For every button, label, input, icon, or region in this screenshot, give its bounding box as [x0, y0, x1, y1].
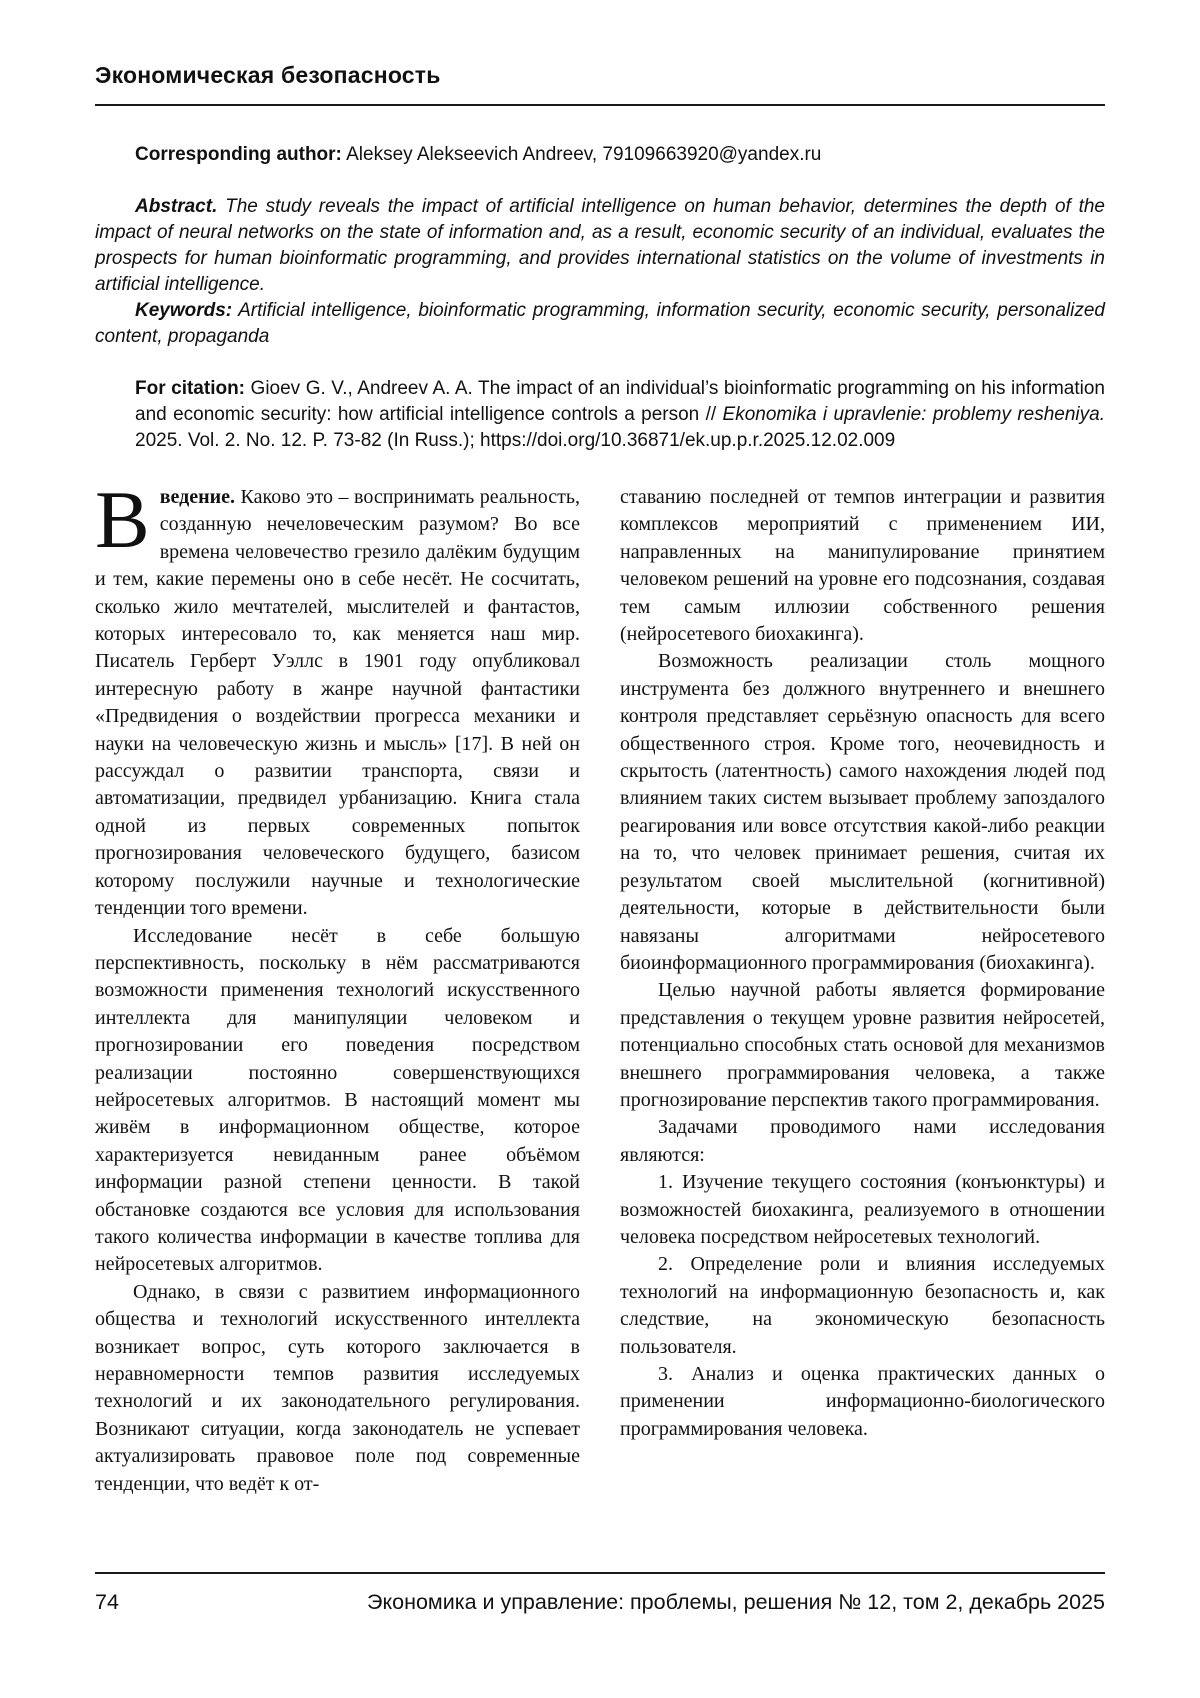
right-column — [620, 484, 1105, 1498]
body-paragraph: Возможность реализации столь мощного инструмента без должного внутреннего и внешнего контроля представляет серьёзную опасность для всего общественного строя. Кроме того, неочевидность и скрытость (латентность) самого нахождения людей под влиянием таких систем вызывает проблему запоздалого реагирования или вовсе отсутствия какой-либо реакции на то, что человек принимает решения, считая их результатом своей мыслительной (когнитивной) деятельности, которые в действительности были навязаны алгоритмами нейросетевого биоинформационного программирования (биохакинга). — [620, 650, 1105, 974]
body-paragraph: Задачами проводимого нами исследования являются: — [620, 1116, 1105, 1166]
keywords-paragraph — [95, 298, 1105, 350]
front-matter — [95, 142, 1105, 454]
page-footer — [95, 1572, 1105, 1615]
body-paragraph-continued: ставанию последней от темпов интеграции и развития комплексов мероприятий с применением ИИ, направленных на манипулирование принятием человеком решений на уровне его подсознания, создавая тем самым иллюзии собственного решения (нейросетевого биохакинга). — [620, 486, 1105, 646]
body-paragraph: Однако, в связи с развитием информационного общества и технологий искусственного интеллекта возникает вопрос, суть которого заключается в неравномерности темпов развития исследуемых технологий и их законодательного регулирования. Возникают ситуации, когда законодатель не успевает актуализировать правовое поле под современные тенденции, что ведёт к от- — [95, 1280, 580, 1495]
running-head: Экономическая безопасность — [95, 62, 441, 88]
abstract-paragraph — [95, 194, 1105, 298]
list-item-1: 1. Изучение текущего состояния (конъюнктуры) и возможностей биохакинга, реализуемого в отношении человека посредством нейросетевых технологий. — [620, 1171, 1105, 1248]
citation-text-2: 2025. Vol. 2. No. 12. P. 73-82 (In Russ.); https://doi.org/10.36871/ek.up.p.r.2025.12.02.009 — [135, 430, 896, 451]
citation-label: For citation: — [135, 378, 246, 399]
dropcap-letter: В — [95, 474, 150, 565]
body-paragraph: Исследование несёт в себе большую перспективность, поскольку в нём рассматриваются возможности применения технологий искусственного интеллекта для манипуляции человеком и прогнозировании его поведения посредством реализации постоянно совершенствующихся нейросетевых алгоритмов. В настоящий момент мы живём в информационном обществе, которое характеризуется невиданным ранее объёмом информации разной степени ценности. В такой обстановке создаются все условия для использования такого количества информации в качестве топлива для нейросетевых алгоритмов. — [95, 924, 580, 1276]
intro-paragraph — [95, 474, 580, 923]
list-item-3: 3. Анализ и оценка практических данных о применении информационно-биологического программирования человека. — [620, 1363, 1105, 1440]
intro-text: Каково это – воспринимать реальность, созданную нечеловеческим разумом? Во все времена человечество грезило далёким будущим и тем, какие перемены оно в себе несёт. Не сосчитать, сколько жило мечтателей, мыслителей и фантастов, которых интересовало то, как меняется наш мир. Писатель Герберт Уэллс в 1901 году опубликовал интересную работу в жанре научной фантастики «Предвидения о воздействии прогресса механики и науки на человеческую жизнь и мысль» [17]. В ней он рассуждал о развитии транспорта, связи и автоматизации, предвидел урбанизацию. Книга стала одной из первых современных попыток прогнозирования человеческого будущего, базисом которому послужили научные и технологические тенденции того времени. — [95, 486, 580, 920]
corresponding-author-label: Corresponding author: — [135, 144, 342, 165]
citation-journal-italic: Ekonomika i upravlenie: problemy resheniya. — [722, 404, 1105, 425]
intro-label: ведение. — [159, 486, 236, 508]
citation-text-1: Gioev G. V., Andreev A. A. The impact of an individual’s bioinformatic programming on his information and economic security: how artificial intelligence controls a person // — [135, 378, 1106, 425]
footer-rule — [95, 1572, 1105, 1574]
corresponding-author-line — [135, 142, 1105, 168]
article-body — [95, 474, 1105, 1498]
header-rule — [95, 104, 1105, 106]
keywords-label: Keywords: — [135, 300, 233, 321]
abstract-text: The study reveals the impact of artificial intelligence on human behavior, determines the depth of the impact of neural networks on the state of information and, as a result, economic security of an individual, evaluates the prospects for human bioinformatic programming, and provides international statistics on the volume of investments in artificial intelligence. — [95, 196, 1105, 295]
left-column — [95, 474, 580, 1498]
list-item-2: 2. Определение роли и влияния исследуемых технологий на информационную безопасность и, как следствие, на экономическую безопасность пользователя. — [620, 1253, 1105, 1358]
journal-footer-title: Экономика и управление: проблемы, решения № 12, том 2, декабрь 2025 — [367, 1590, 1105, 1614]
abstract-label: Abstract. — [135, 196, 218, 217]
keywords-text: Artificial intelligence, bioinformatic programming, information security, economic security, personalized content, propaganda — [95, 300, 1105, 347]
body-paragraph: Целью научной работы является формирование представления о текущем уровне развития нейросетей, потенциально способных стать основой для механизмов внешнего программирования человека, а также прогнозирование перспектив такого программирования. — [620, 979, 1105, 1111]
page-header — [95, 62, 1105, 106]
footer-line — [95, 1590, 1105, 1615]
citation-block — [135, 376, 1105, 454]
page-number: 74 — [95, 1590, 119, 1614]
corresponding-author-value: Aleksey Alekseevich Andreev, 79109663920@yandex.ru — [346, 144, 822, 165]
